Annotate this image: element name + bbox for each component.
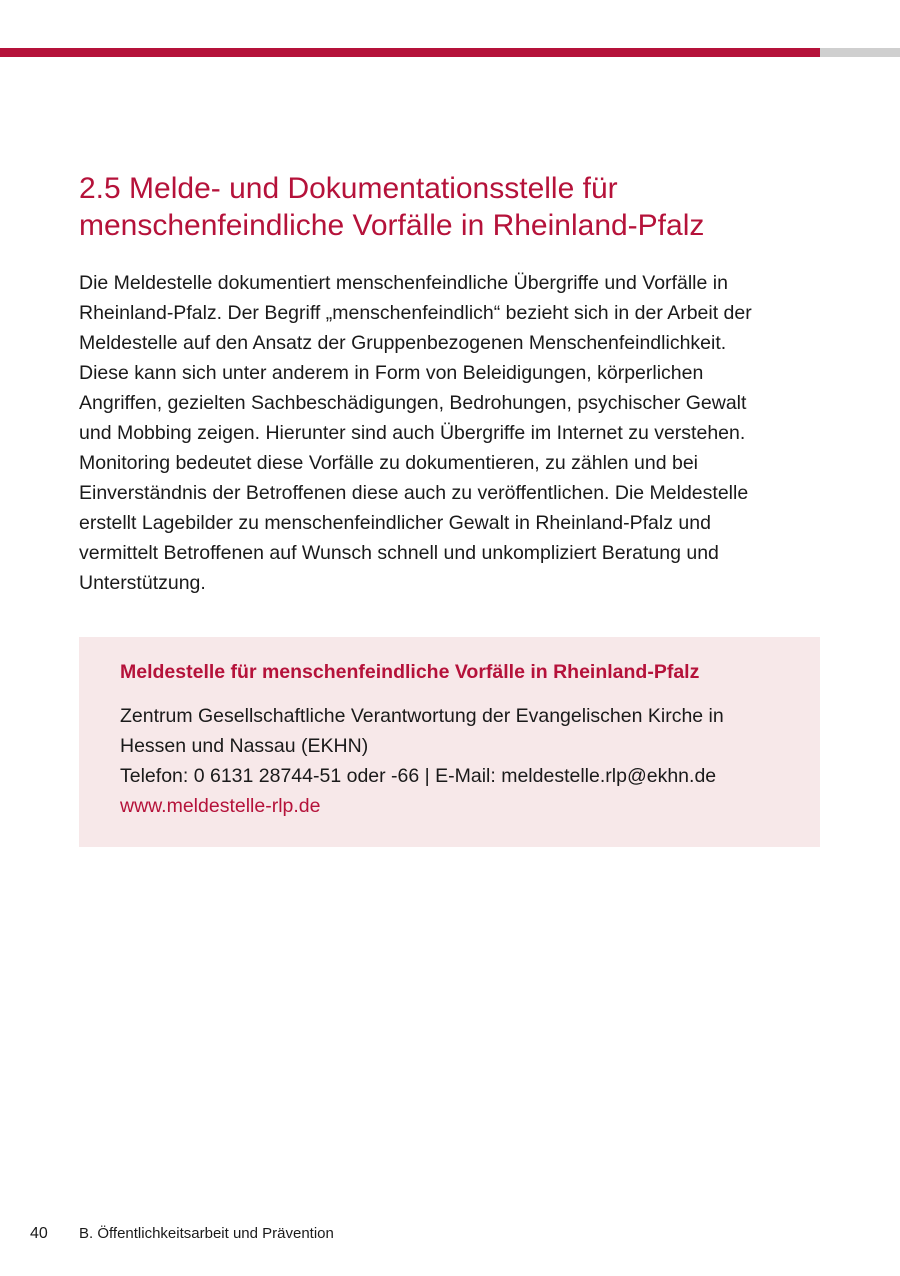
- body-line: Rheinland-Pfalz. Der Begriff „menschenfeindlich“ bezieht sich in der Arbeit der: [79, 302, 752, 324]
- section-title-line: 2.5 Melde- und Dokumentationsstelle für: [79, 172, 618, 205]
- body-line: Die Meldestelle dokumentiert menschenfeindliche Übergriffe und Vorfälle in: [79, 272, 728, 294]
- contact-org-line: Hessen und Nassau (EKHN): [120, 735, 369, 757]
- header-accent-rule: [0, 48, 820, 57]
- chapter-label: B. Öffentlichkeitsarbeit und Prävention: [79, 1225, 334, 1242]
- website-link[interactable]: www.meldestelle-rlp.de: [120, 795, 321, 817]
- contact-title: Meldestelle für menschenfeindliche Vorfälle in Rheinland-Pfalz: [120, 661, 700, 683]
- section-title-line: menschenfeindliche Vorfälle in Rheinland-Pfalz: [79, 209, 705, 242]
- body-line: Meldestelle auf den Ansatz der Gruppenbezogenen Menschenfeindlichkeit.: [79, 332, 727, 354]
- body-line: Unterstützung.: [79, 572, 206, 594]
- header-grey-rule: [820, 48, 900, 57]
- body-line: Angriffen, gezielten Sachbeschädigungen, Bedrohungen, psychischer Gewalt: [79, 392, 747, 414]
- page-footer: [30, 1224, 334, 1244]
- contact-phone-email: Telefon: 0 6131 28744-51 oder -66 | E-Mail: meldestelle.rlp@ekhn.de: [120, 765, 717, 787]
- body-line: Diese kann sich unter anderem in Form von Beleidigungen, körperlichen: [79, 362, 704, 384]
- body-line: und Mobbing zeigen. Hierunter sind auch Übergriffe im Internet zu verstehen.: [79, 422, 746, 444]
- body-line: vermittelt Betroffenen auf Wunsch schnell und unkompliziert Beratung und: [79, 542, 719, 564]
- contact-organization: [120, 701, 790, 761]
- contact-info-box: [79, 637, 820, 847]
- body-line: Monitoring bedeutet diese Vorfälle zu dokumentieren, zu zählen und bei: [79, 452, 698, 474]
- page-number: 40: [30, 1225, 48, 1242]
- contact-org-line: Zentrum Gesellschaftliche Verantwortung der Evangelischen Kirche in: [120, 705, 724, 727]
- section-title: [79, 170, 819, 244]
- body-line: Einverständnis der Betroffenen diese auch zu veröffentlichen. Die Meldestelle: [79, 482, 749, 504]
- body-paragraph: [79, 268, 819, 598]
- body-line: erstellt Lagebilder zu menschenfeindlicher Gewalt in Rheinland-Pfalz und: [79, 512, 711, 534]
